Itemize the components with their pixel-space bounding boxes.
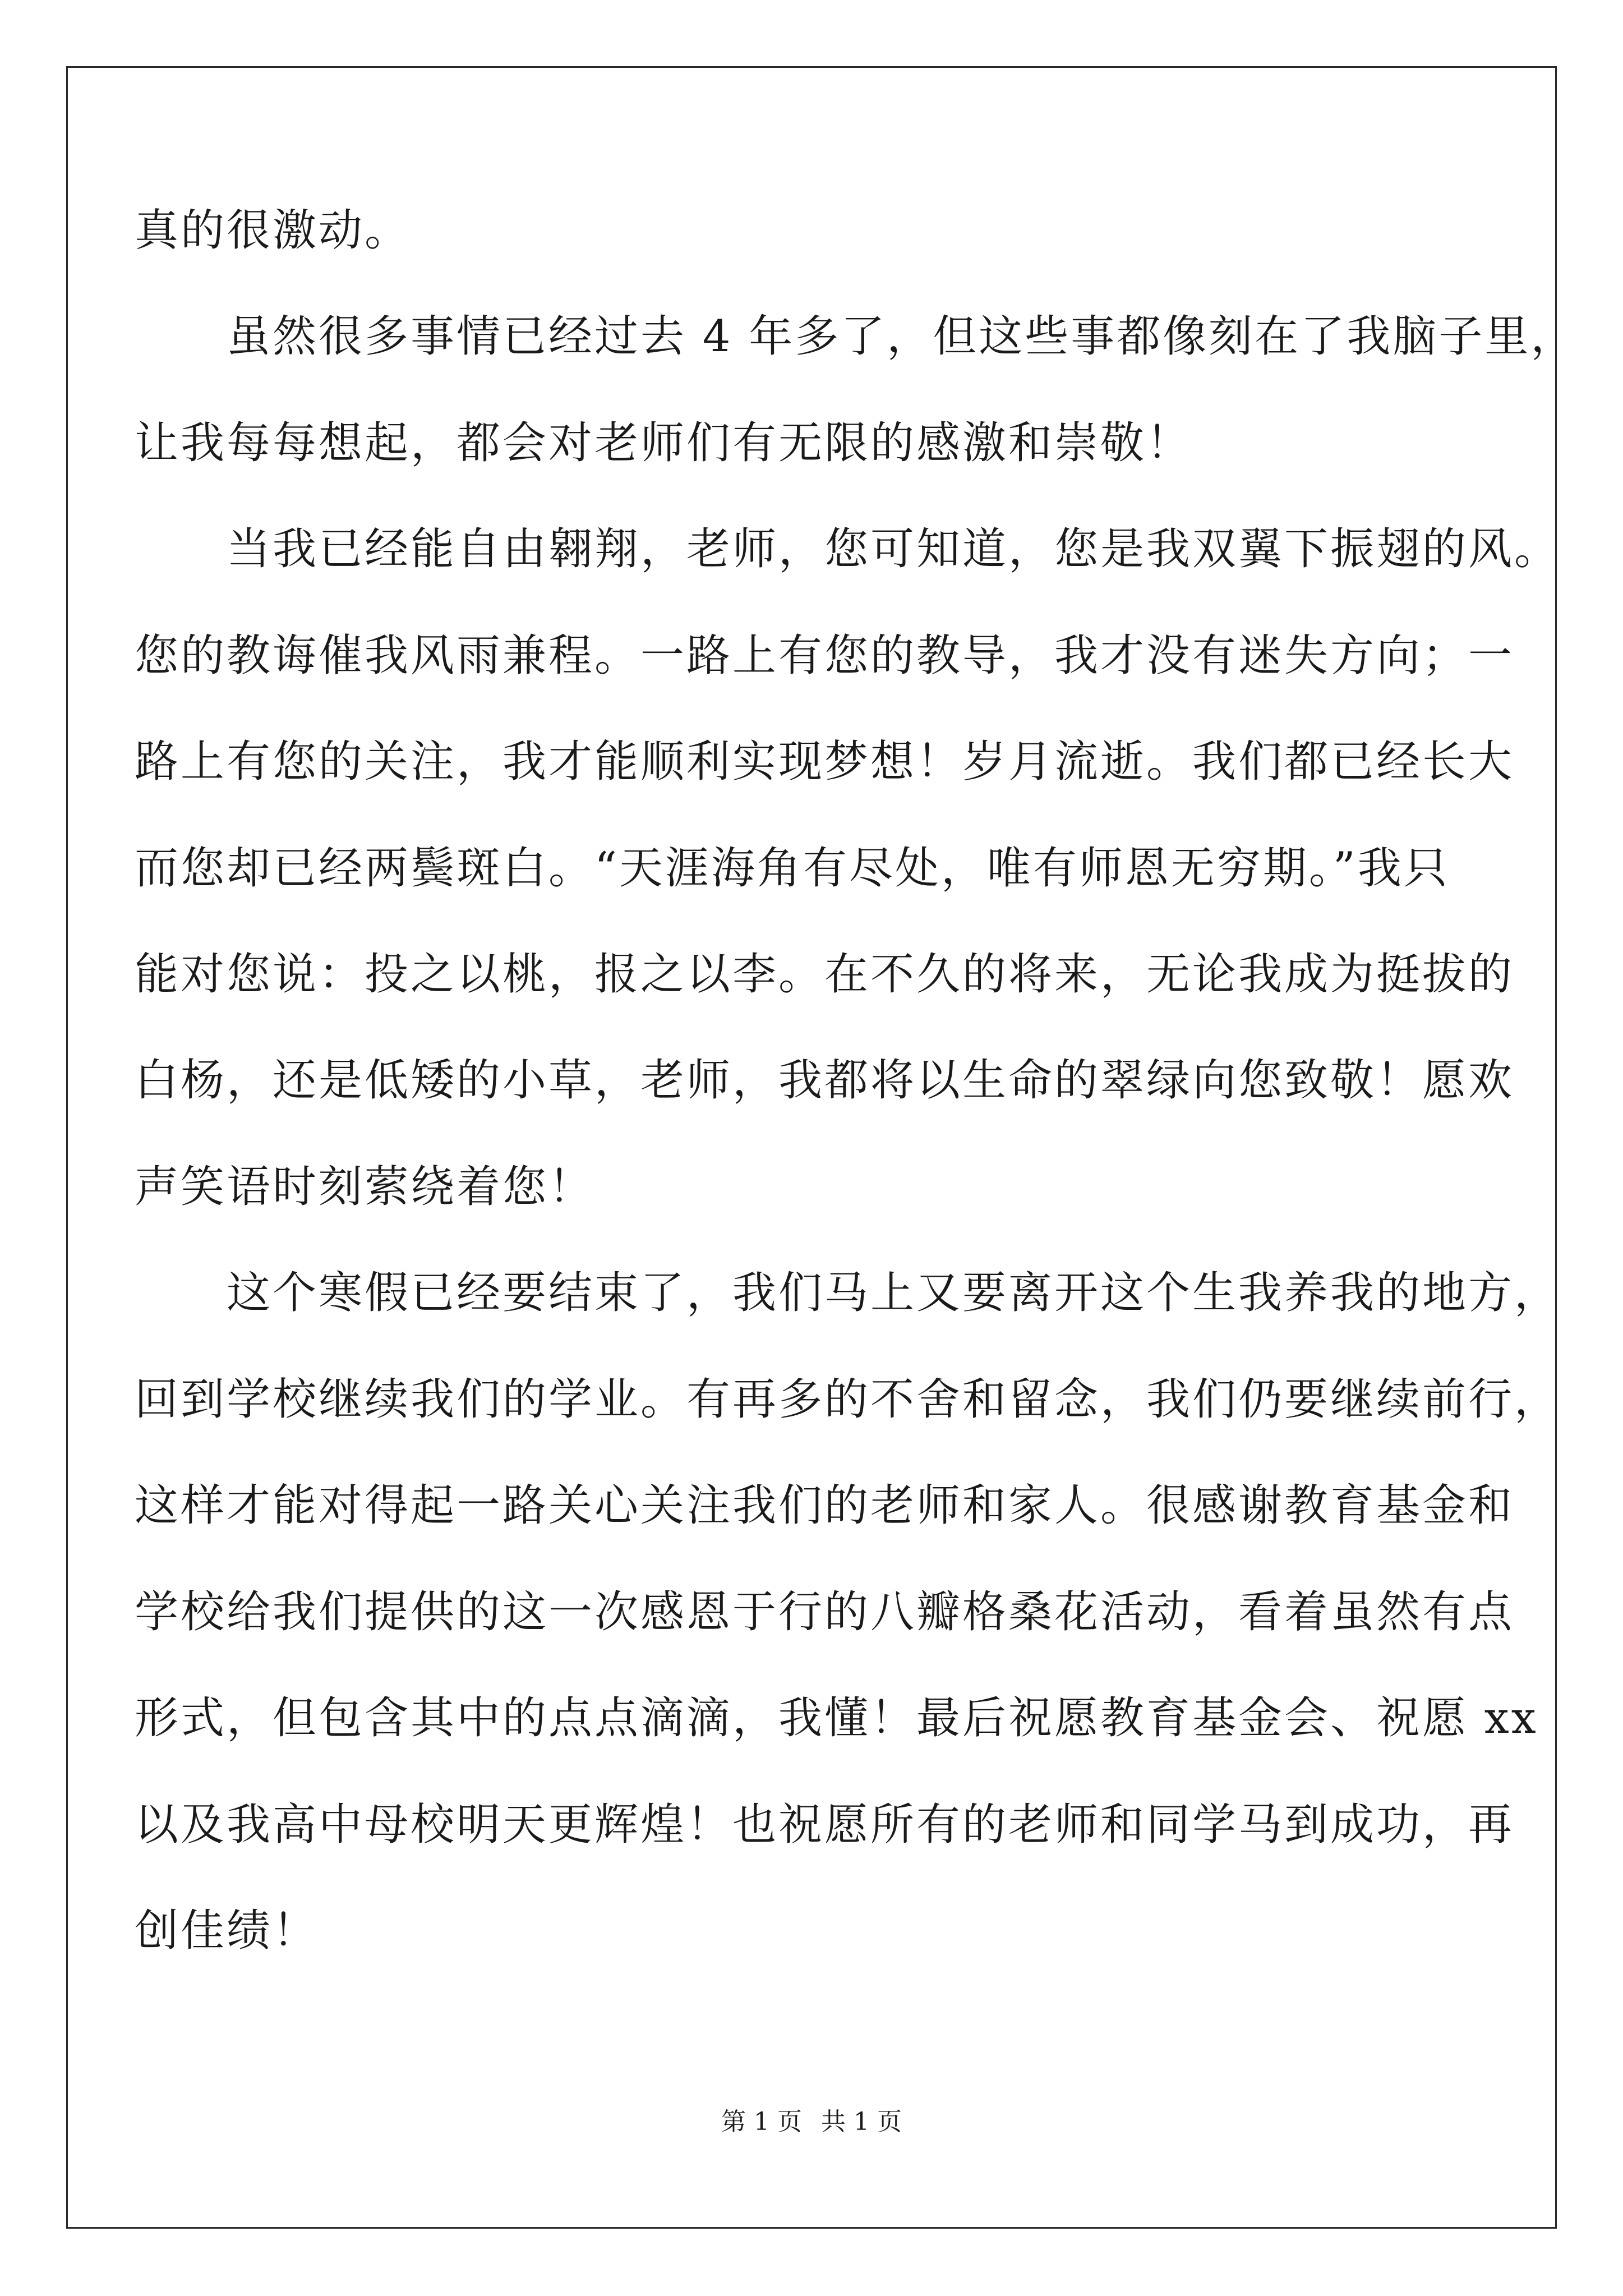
text-line: 回到学校继续我们的学业。有再多的不舍和留念，我们仍要继续前行，: [135, 1374, 1561, 1425]
text-line: 学校给我们提供的这一次感恩于行的八瓣格桑花活动，看着虽然有点: [135, 1587, 1515, 1637]
text-line: 以及我高中母校明天更辉煌！也祝愿所有的老师和同学马到成功，再: [135, 1800, 1515, 1850]
text-line: 您的教诲催我风雨兼程。一路上有您的教导，我才没有迷失方向；一: [135, 631, 1515, 681]
text-line: 创佳绩！: [135, 1906, 319, 1956]
text-line: 让我每每想起，都会对老师们有无限的感激和崇敬！: [135, 418, 1193, 468]
page-number: 第 1 页: [721, 2108, 802, 2136]
page-border: [66, 66, 1557, 2229]
text-line: 能对您说：投之以桃，报之以李。在不久的将来，无论我成为挺拔的: [135, 949, 1515, 1000]
text-line: 这个寒假已经要结束了，我们马上又要离开这个生我养我的地方，: [135, 1268, 1561, 1318]
text-line: 路上有您的关注，我才能顺利实现梦想！岁月流逝。我们都已经长大: [135, 737, 1515, 787]
text-line: 白杨，还是低矮的小草，老师，我都将以生命的翠绿向您致敬！愿欢: [135, 1055, 1515, 1106]
page-footer: [0, 2106, 1623, 2138]
text-line: 真的很激动。: [135, 205, 411, 256]
text-line: 形式，但包含其中的点点滴滴，我懂！最后祝愿教育基金会、祝愿 xx: [135, 1693, 1538, 1743]
text-line: 声笑语时刻萦绕着您！: [135, 1162, 595, 1212]
text-line: 而您却已经两鬓斑白。“天涯海角有尽处，唯有师恩无穷期。”我只: [135, 843, 1450, 894]
text-line: 这样才能对得起一路关心关注我们的老师和家人。很感谢教育基金和: [135, 1480, 1515, 1531]
text-line: 当我已经能自由翱翔，老师，您可知道，您是我双翼下振翅的风。: [135, 524, 1561, 574]
text-line: 虽然很多事情已经过去 4 年多了，但这些事都像刻在了我脑子里，: [135, 311, 1577, 362]
page-total: 共 1 页: [821, 2108, 902, 2136]
